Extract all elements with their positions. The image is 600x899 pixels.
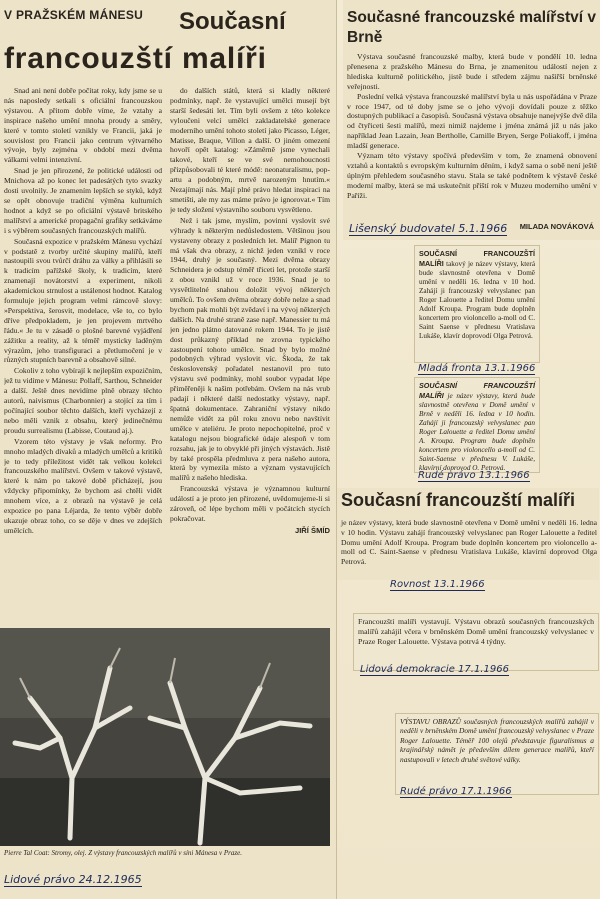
paragraph: do dalších států, která si kladly některé podmínky, např. že vystavující umělci musejí být starší šedesáti let. Tím byli ovšem z této kolekce vyloučeni velcí umělci zakladatelské generace moderního umění tohoto století jako Picasso, Léger, Matisse, Braque, Villon a další. O jiném omezení hovoří opět katalog: »Záměrně jsme vynechali takové, kteří se ve své nemohoucnosti přizpůsobovali té které módě: neonaturalismu, pop-artu a podobným, mrtvě narozeným hnutím.« Nezajímají nás. Mají plné právo hledat inspiraci na smetišti, ale my zas máme právo je ignorovat.« Tím je tedy složení výstavního souboru vysvětleno.: [170, 86, 330, 214]
clip-text: je název výstavy, která bude slavnostně otevřena v Domě umění v Brně v neděli 16. ledna v 10 hodin. Zahájí ji francouzský velvyslanec pan Roger Lalouette a ředitel Domu umění A. Kroupa. Program bude doplněn koncertem pro violoncello a-moll od C. Saint-Saense v přednesu V. Lukáše, klavírní doprovod O. Petrová.: [419, 392, 536, 472]
clip-title: SOUČASNÍ FRANCOUZŠTÍ MALÍŘI: [419, 381, 535, 400]
paragraph: Vzorem této výstavy je však neformy. Pro mnoho mladých dívaků a mladých umělců a kritiků je to tedy příležitost vidět tak velkou kolekci francouzského malířství. Ovšem v takové výstavě, které k nám po takové době přicházejí, jsou vždycky připomínky, že bychom asi chtěli vidět mnohem více, a z obrazů na výstavě je celá expozice po pana Léjarda, že tento výběr dobře ukazuje obraz toho, co se děje v dnes ve zdejších umělcích.: [4, 436, 162, 535]
clip-title: SOUČASNÍ FRANCOUZŠTÍ MALÍŘI: [419, 249, 535, 268]
brno-article-body: [347, 52, 597, 201]
trees-painting-image: [0, 628, 330, 846]
clip-text: Francouzští malíři vystavují. Výstavu obrazů současných francouzských malířů zahájil včera v brněnském Domě umění francouzský velvyslanec v Praze Roger Lalouette. Výstava potrvá 4 týdny.: [358, 617, 594, 646]
article-kicker: V PRAŽSKÉM MÁNESU: [4, 8, 144, 22]
clip-text: VÝSTAVU OBRAZŮ současných francouzských malířů zahájil v neděli v brněnském Domě umění francouzský velvyslanec v Praze Roger Lalouette. Téměř 100 olejů představuje figuralismus a krajinářský námět je především dílem generace malířů, kteří nastupovali v letech druhé světové války.: [400, 717, 594, 764]
handwritten-source-note: Lidová demokracie 17.1.1966: [360, 664, 509, 675]
paragraph: Význam této výstavy spočívá především v tom, že znamená obnovení vztahů a kontaktů s evropským kulturním děním, i když sama o sobě není ještě úplným přehledem současného stavu. Stala se také podnětem k výstavě české moderní malby, která se má uskutečnit příští rok v Muzeu moderního umění v Paříži.: [347, 151, 597, 200]
paragraph: Francouzská výstava je významnou kulturní událostí a je proto jen přirozené, uvědomujeme-li si zároveň, oč lépe bychom měli v počátcích stycích pokračovat.: [170, 484, 330, 523]
lidova-demokracie-clipping: [353, 613, 599, 671]
rovnost-clipping: [337, 488, 599, 580]
brno-article-title: Současné francouzské malířství v Brně: [347, 9, 596, 46]
brno-article-clipping: [343, 0, 600, 240]
article-signature: JIŘÍ ŠMÍD: [294, 525, 330, 535]
photo-caption: Pierre Tal Coat: Stromy, olej. Z výstavy francouzských malířů v síni Mánesa v Praze.: [4, 849, 242, 857]
rude-pravo-clipping-2: [395, 713, 599, 795]
handwritten-source-note: Rudé právo 13.1.1966: [418, 470, 530, 481]
brno-article-signature: MILADA NOVÁKOVÁ: [519, 222, 594, 231]
paragraph: Snad ani není dobře počítat roky, kdy jsme se u nás naposledy setkali s oficiální francouzskou výstavou. A přitom dobře víme, že vztahy a inspirace našeho umění mnoha proudy a směry, které v tomto století vznikly ve Francii, jaká je souvislost pro Francii jako centrum výtvarného vývoje, byly zejména v období mezi dvěma válkami velmi intenzivní.: [4, 86, 162, 165]
paragraph: Poslední velká výstava francouzské malířství byla u nás uspořádána v Praze v roce 1947, od té doby jsme se o jeho vývoji dovídali pouze z těžko dostupných publikací a časopisů. Současná výstava obsahuje nanejvýše dvě díla od čtyřiceti šesti malířů, mezi nimiž najdeme i jména známá již u nás jako například Jean Lazain, Jean Bertholle, Camille Bryen, Serge Poliakoff, i jména mladší generace.: [347, 91, 597, 151]
article-column-2: [170, 86, 330, 624]
clip-title: Současní francouzští malíři: [341, 490, 576, 510]
paragraph: Výstava současné francouzské malby, která bude v pondělí 10. ledna přenesena z pražského Mánesu do Brna, je znamenitou událostí nejen z hlediska kulturně politického, jistě bude i středem zájmu našiřší brněnské veřejnosti.: [347, 52, 597, 91]
clip-text: je název výstavy, která bude slavnostně otevřena v Domě umění v neděli 16. ledna v 10 hodin. Výstavu zahájí francouzský velvyslanec pan Roger Lalouette a ředitel Domu umění Adolf Kroupa. Program bude doplněn koncertem pro violoncello a-moll od C. Saint-Saense v přednesu Vratislava Lukáše, klavírní doprovod Olga Petrová.: [341, 518, 597, 567]
headline-line-1: Současní: [179, 8, 286, 35]
article-headline: [4, 8, 334, 78]
mlada-fronta-clipping: [414, 245, 540, 363]
handwritten-source-note: Lišenský budovatel 5.1.1966: [349, 222, 508, 235]
handwritten-source-note: Mladá fronta 13.1.1966: [418, 363, 536, 374]
paragraph: Snad je jen přirozené, že politické události od Mnichova až po konec let padesátých tyto svazky dosti uvolnily. Je znamením lepších se styků, když se opět obnovuje tradiční výměna kulturních hodnot a když se po oficiální výstavě britského malířství a americké propagační grafiky setkáváme i s výběrem současných francouzských malířů.: [4, 166, 162, 235]
paragraph: Cokoliv z toho vybírají k nejlepším expozičním, jež tu vidíme v Mánesu: Pollaff, Sarthou, Schneider a další. Ještě dnes nevidíme plně obrazy těchto autorů, naivismus (Charbonnier) a stojící za tím i počínající soubor těchto dalších, kteří vycházejí z nebo měli vznik z obsahu, který jedinečnému proudu surrealismu (Labisse, Coutaud aj.).: [4, 366, 162, 435]
handwritten-source-note: Rudé právo 17.1.1966: [400, 786, 512, 797]
clip-text: takový je název výstavy, která bude slavnostně otevřena v Domě umění v neděli 16. ledna v 10 hod. Zahájí ji francouzský velvyslanec pan Roger Lalouette a ředitel Domu umění Adolf Kroupa. Program bude doplněn koncertem pro violoncello a-moll od C. Saint Saense v přednesu Vratislava Lukáše, klavír doprovodí Olga Petrová.: [419, 260, 536, 340]
paragraph: Než i tak jsme, myslím, povinni vyslovit své výhrady k některým nedůsledostem. Většinou jsou vystaveny obrazy z posledních let. Malíř Pignon tu má však dva obrazy, z nichž jeden vznikl v roce 1944, druhý je současný. Mezi dvěma obrazy Schneidera je odstup téměř třiceti let, protože starší z obou vznikl už v roce 1936. Snad je to vysvětlitelné snahou doložit vývoj některých umělců. To ovšem dvěma obrazy dobře nelze a snad bychom pak mohli být zvědaví i na vývoj některých dalších. Na druhé straně zase např. Manessier tu má jen jedno plátno datované rokem 1944. To je jistě dost průkazný příklad ne zrovna typického zastoupení tohoto umělce. Snad by bylo možné podobných výhrad vyslovit víc. Škoda, že tak československý pořadatel nestanovil pro tuto výstavu své podmínky, mohl soubor vypadat lépe přiměřeněji k našim potřebám. Ovšem na nás vrub padají i některé další nedostatky výstavy, např. špatná dokumentace. Zahraniční výstavy nikdo nemůže vidět za půl roku znovu nebo navštívit umělce v ateliéru. Je proto nepochopitelné, proč v katalogu nejsou biografické údaje alespoň v tom rozsahu, jak je to obvyklé při jiných výstavách. Jistě by také prospěla předmluva z pera našeho autora, která by vymezila místo a význam vystavujících malířů z našeho hlediska.: [170, 215, 330, 483]
rude-pravo-clipping-1: [414, 377, 540, 473]
handwritten-source-note: Rovnost 13.1.1966: [390, 579, 485, 590]
paragraph: Současná expozice v pražském Mánesu vychází v podstatě z tvorby určité skupiny malířů, kteří nastoupili svou tvůrčí dráhu za války a přihlásili se k tradicím pařížské školy, k tradicím, které znamenají novátorství a experiment, nikoli akademickou strnulost a ustálenost hodnot. Katalog formuluje jejich program velmi rámcově slovy: »Perspektiva, šerosvit, modelace, vše to, co bylo dříve předpokladem, je jen projevem mrtvého řádu.« Je tu v zásadě o plošné barevné vyjádření zážitku a reality, až k téměř mysticky laděným výrazům, jeho transfiguraci a přetlumočení je v různých stupních barevně a obsahově silné.: [4, 236, 162, 365]
headline-line-2: francouzští malíři: [4, 42, 267, 75]
article-column-1: [4, 86, 162, 624]
painting-photo: [0, 628, 330, 846]
handwritten-source-note: Lidové právo 24.12.1965: [4, 873, 142, 886]
